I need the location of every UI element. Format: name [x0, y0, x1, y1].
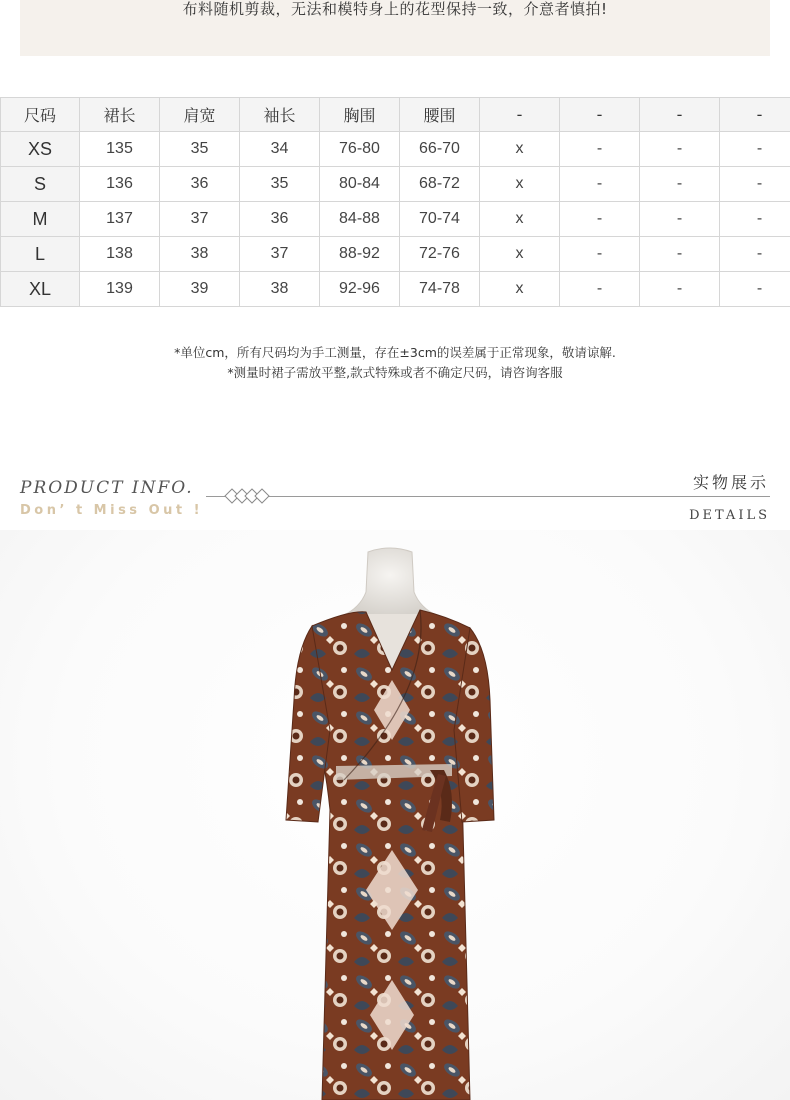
- table-cell: 68-72: [400, 167, 480, 202]
- size-cell: XL: [1, 272, 80, 307]
- header-cell: 肩宽: [160, 98, 240, 132]
- table-cell: 135: [80, 132, 160, 167]
- table-cell: x: [480, 272, 560, 307]
- table-row: [1, 202, 790, 237]
- header-cell: 胸围: [320, 98, 400, 132]
- table-cell: 36: [240, 202, 320, 237]
- table-cell: -: [640, 132, 720, 167]
- table-cell: 72-76: [400, 237, 480, 272]
- table-cell: 37: [240, 237, 320, 272]
- table-cell: x: [480, 202, 560, 237]
- table-cell: 136: [80, 167, 160, 202]
- table-cell: -: [720, 237, 790, 272]
- table-cell: 66-70: [400, 132, 480, 167]
- table-cell: 74-78: [400, 272, 480, 307]
- table-row: [1, 237, 790, 272]
- table-row: [1, 272, 790, 307]
- table-cell: 139: [80, 272, 160, 307]
- measurement-note: *单位cm，所有尺码均为手工测量，存在±3cm的误差属于正常现象，敬请谅解.: [174, 345, 616, 360]
- size-cell: M: [1, 202, 80, 237]
- table-cell: -: [560, 132, 640, 167]
- table-cell: 76-80: [320, 132, 400, 167]
- table-cell: 34: [240, 132, 320, 167]
- table-cell: 38: [240, 272, 320, 307]
- product-info-title: PRODUCT INFO.: [20, 478, 194, 498]
- diamond-ornament-icon: [222, 486, 270, 506]
- table-cell: -: [560, 202, 640, 237]
- header-cell: 腰围: [400, 98, 480, 132]
- table-cell: -: [560, 272, 640, 307]
- table-cell: -: [560, 167, 640, 202]
- table-cell: -: [640, 272, 720, 307]
- header-cell: -: [720, 98, 790, 132]
- table-cell: 92-96: [320, 272, 400, 307]
- header-cell: -: [560, 98, 640, 132]
- header-cell: -: [480, 98, 560, 132]
- size-cell: XS: [1, 132, 80, 167]
- product-photo: [0, 530, 790, 1100]
- table-row: [1, 132, 790, 167]
- table-cell: -: [640, 167, 720, 202]
- header-cell: -: [640, 98, 720, 132]
- table-cell: -: [720, 132, 790, 167]
- header-cell: 尺码: [1, 98, 80, 132]
- table-cell: -: [640, 237, 720, 272]
- notice-banner: [20, 0, 770, 56]
- table-cell: 38: [160, 237, 240, 272]
- table-cell: -: [640, 202, 720, 237]
- size-cell: S: [1, 167, 80, 202]
- notice-text: 布料随机剪裁，无法和模特身上的花型保持一致，介意者慎拍!: [182, 0, 608, 18]
- table-cell: 37: [160, 202, 240, 237]
- table-cell: 80-84: [320, 167, 400, 202]
- table-cell: 84-88: [320, 202, 400, 237]
- divider-line: [206, 496, 770, 497]
- table-cell: 137: [80, 202, 160, 237]
- table-cell: 35: [160, 132, 240, 167]
- size-chart-table: [0, 97, 790, 307]
- header-cell: 裙长: [80, 98, 160, 132]
- details-label-en: DETAILS: [689, 508, 770, 523]
- table-cell: 39: [160, 272, 240, 307]
- table-header-row: [1, 98, 790, 132]
- table-row: [1, 167, 790, 202]
- size-cell: L: [1, 237, 80, 272]
- size-advice-note: *测量时裙子需放平整,款式特殊或者不确定尺码，请咨询客服: [227, 365, 563, 380]
- table-cell: x: [480, 167, 560, 202]
- details-label-cn: 实物展示: [692, 473, 769, 492]
- mannequin-dress-illustration: [0, 530, 790, 1100]
- table-cell: 70-74: [400, 202, 480, 237]
- product-info-subtitle: Don’ t Miss Out !: [20, 503, 204, 518]
- table-cell: 35: [240, 167, 320, 202]
- table-cell: 36: [160, 167, 240, 202]
- table-cell: -: [560, 237, 640, 272]
- table-cell: -: [720, 167, 790, 202]
- header-cell: 袖长: [240, 98, 320, 132]
- table-cell: x: [480, 132, 560, 167]
- table-cell: x: [480, 237, 560, 272]
- table-cell: 138: [80, 237, 160, 272]
- table-cell: 88-92: [320, 237, 400, 272]
- table-cell: -: [720, 272, 790, 307]
- table-cell: -: [720, 202, 790, 237]
